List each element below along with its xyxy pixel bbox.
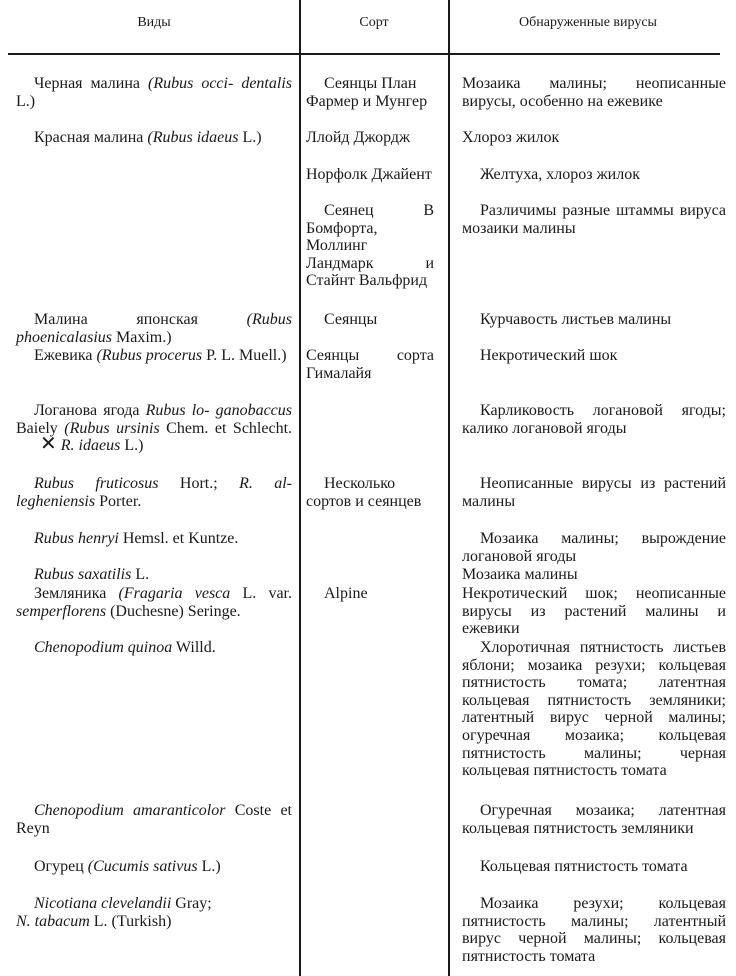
virus-lloyd-george: Хлороз жилок xyxy=(462,129,560,146)
variety-rubus-fruticosus: Несколько сортов и сеянцев xyxy=(306,475,422,510)
virus-chenopodium-quinoa: Хлоротичная пятнистость листьев яблони; мозаика резухи; кольцевая пятнистость томата; латентная кольцевая пятнистость земляники; латентный вирус черной малины; огуречная мозаика; кольцевая пятнистость малины; черная кольцевая пятнистость томата xyxy=(462,639,726,780)
species-japanese-raspberry: Малина японская (Rubus phoenicalasius Maxim.) xyxy=(16,311,292,346)
variety-alpine: Alpine xyxy=(324,585,368,602)
virus-cucumber: Кольцевая пятнистость томата xyxy=(480,858,688,875)
species-chenopodium-quinoa: Chenopodium quinoa Willd. xyxy=(34,639,216,656)
variety-japanese-raspberry: Сеянцы xyxy=(324,311,378,328)
cross-icon: ✕ xyxy=(40,433,57,456)
species-blackberry: Ежевика (Rubus procerus P. L. Muell.) xyxy=(34,347,287,364)
virus-strawberry: Некротический шок; неописанные вирусы из растений малины и ежевики xyxy=(462,585,726,638)
variety-blackberry: Сеянцы сорта Гималайя xyxy=(306,347,434,382)
variety-lloyd-george: Ллойд Джордж xyxy=(306,129,411,146)
header-variety: Сорт xyxy=(359,15,389,30)
species-rubus-fruticosus: Rubus fruticosus Hort.; R. al- legheniensis Porter. xyxy=(16,475,292,510)
virus-chenopodium-amaranticolor: Огуречная мозаика; латентная кольцевая пятнистость земляники xyxy=(462,802,726,837)
virus-rubus-fruticosus: Неописанные вирусы из растений малины xyxy=(462,475,726,510)
species-strawberry: Земляника (Fragaria vesca L. var. semperflorens (Duchesne) Seringe. xyxy=(16,585,293,620)
species-rubus-saxatilis: Rubus saxatilis L. xyxy=(34,566,150,583)
column-divider-right xyxy=(448,0,450,976)
variety-black-raspberry: Сеянцы План Фармер и Мунгер xyxy=(306,75,428,110)
species-rubus-henryi: Rubus henryi Hemsl. et Kuntze. xyxy=(34,530,239,547)
species-nicotiana: Nicotiana clevelandii Gray; N. tabacum L. (Turkish) xyxy=(16,895,212,930)
virus-norfolk-giant: Желтуха, хлороз жилок xyxy=(480,166,640,183)
column-divider-left xyxy=(299,0,301,976)
virus-black-raspberry: Мозаика малины; неописанные вирусы, особенно на ежевике xyxy=(462,75,726,110)
virus-blackberry: Некротический шок xyxy=(480,347,618,364)
species-chenopodium-amaranticolor: Chenopodium amaranticolor Coste et Reyn xyxy=(16,802,293,837)
virus-rubus-saxatilis: Мозаика малины xyxy=(462,566,578,583)
virus-rubus-henryi: Мозаика малины; вырождение логановой ягоды xyxy=(462,530,726,565)
species-cucumber: Огурец (Cucumis sativus L.) xyxy=(34,858,221,875)
header-species: Виды xyxy=(137,15,171,30)
header-viruses: Обнаруженные вирусы xyxy=(519,15,657,30)
variety-norfolk-giant: Норфолк Джайент xyxy=(306,166,432,183)
variety-seedling-bomforth: Сеянец В Бомфорта, Моллинг Ландмарк и Стайнт Вальфрид xyxy=(306,202,434,290)
virus-nicotiana: Мозаика резухи; кольцевая пятнистость малины; латентный вирус черной малины; кольцевая пятнистость томата xyxy=(462,895,726,965)
virus-seedling-bomforth: Различимы разные штаммы вируса мозаики малины xyxy=(462,202,726,237)
species-black-raspberry: Черная малина (Rubus occi- dentalis L.) xyxy=(16,75,292,110)
virus-japanese-raspberry: Курчавость листьев малины xyxy=(480,311,672,328)
header-rule xyxy=(8,53,720,55)
virus-loganberry: Карликовость логановой ягоды; калико логановой ягоды xyxy=(462,402,726,437)
species-red-raspberry: Красная малина (Rubus idaeus L.) xyxy=(34,129,262,146)
species-loganberry: Логанова ягода Rubus lo- ganobaccus Baiely (Rubus ursinis Chem. et Schlecht.✕ R. idaeus L.) xyxy=(16,402,293,456)
